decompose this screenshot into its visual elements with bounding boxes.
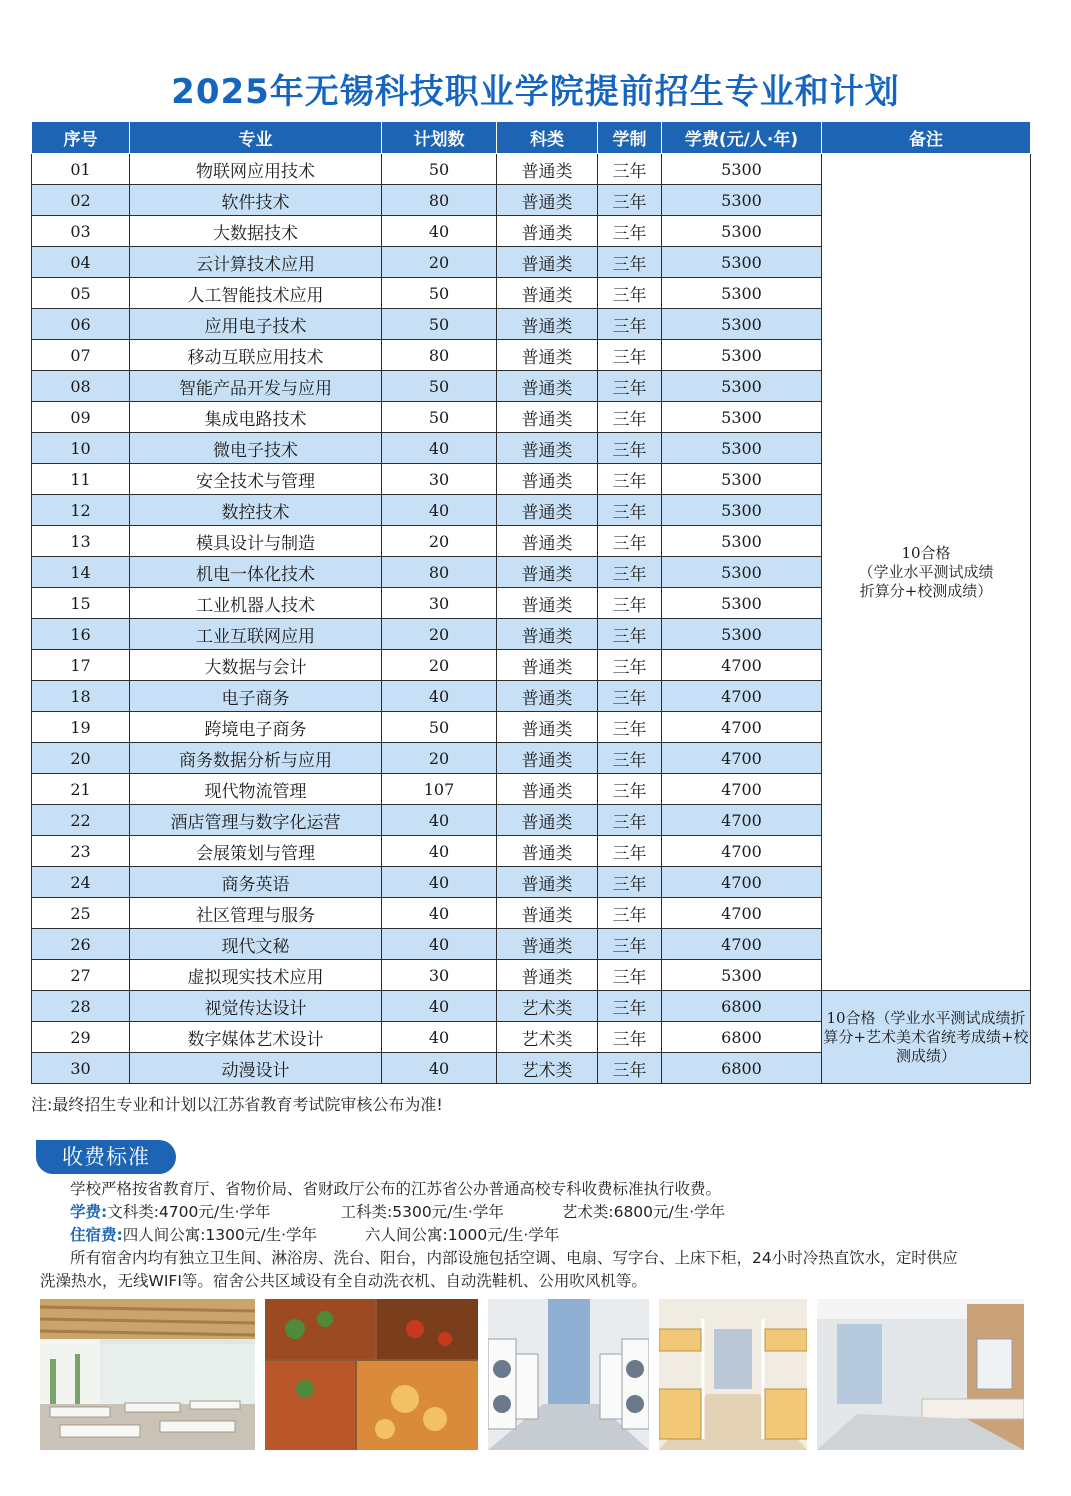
cell-major: 数控技术 [130,495,382,526]
cell-category: 普通类 [497,216,598,247]
cell-plan-count: 40 [382,1053,497,1084]
cell-tuition: 4700 [662,836,822,867]
cell-tuition: 4700 [662,743,822,774]
cell-plan-count: 50 [382,402,497,433]
cell-index: 15 [32,588,130,619]
cell-plan-count: 107 [382,774,497,805]
cell-category: 普通类 [497,960,598,991]
cell-plan-count: 20 [382,743,497,774]
cell-plan-count: 20 [382,619,497,650]
cell-tuition: 4700 [662,867,822,898]
fee-section-text [40,1178,1030,1293]
tuition-line [40,1201,1030,1224]
cell-category: 普通类 [497,805,598,836]
header-major: 专业 [130,122,382,154]
cell-category: 普通类 [497,154,598,185]
tuition-engineering: 工科类:5300元/生·学年 [340,1203,504,1221]
cell-category: 普通类 [497,309,598,340]
cell-major: 现代文秘 [130,929,382,960]
cell-major: 应用电子技术 [130,309,382,340]
cell-category: 普通类 [497,464,598,495]
cell-index: 07 [32,340,130,371]
cell-plan-count: 40 [382,991,497,1022]
cell-category: 普通类 [497,495,598,526]
cell-plan-count: 80 [382,557,497,588]
cell-index: 28 [32,991,130,1022]
cell-index: 16 [32,619,130,650]
cell-major: 智能产品开发与应用 [130,371,382,402]
cell-duration: 三年 [598,216,662,247]
cell-tuition: 5300 [662,619,822,650]
cell-major: 软件技术 [130,185,382,216]
cell-major: 工业互联网应用 [130,619,382,650]
cell-duration: 三年 [598,371,662,402]
table-row [32,991,1031,1022]
remarks-regular: 10合格 （学业水平测试成绩 折算分+校测成绩） [822,154,1031,991]
cell-plan-count: 20 [382,247,497,278]
cell-index: 26 [32,929,130,960]
cell-duration: 三年 [598,495,662,526]
cell-tuition: 5300 [662,464,822,495]
cell-tuition: 6800 [662,1022,822,1053]
cell-category: 普通类 [497,712,598,743]
table-row [32,154,1031,185]
cell-major: 商务数据分析与应用 [130,743,382,774]
cell-category: 艺术类 [497,991,598,1022]
cell-tuition: 4700 [662,650,822,681]
cell-index: 13 [32,526,130,557]
cell-tuition: 5300 [662,278,822,309]
cell-tuition: 5300 [662,402,822,433]
tuition-art: 艺术类:6800元/生·学年 [561,1203,726,1221]
footnote: 注:最终招生专业和计划以江苏省教育考试院审核公布为准! [31,1095,443,1114]
cell-major: 跨境电子商务 [130,712,382,743]
cell-tuition: 5300 [662,309,822,340]
laundry-room-photo [488,1299,649,1450]
cell-tuition: 4700 [662,712,822,743]
cell-duration: 三年 [598,1022,662,1053]
cell-tuition: 5300 [662,960,822,991]
cell-major: 电子商务 [130,681,382,712]
cell-index: 25 [32,898,130,929]
header-category: 科类 [497,122,598,154]
cell-index: 18 [32,681,130,712]
lodging-line [40,1224,1030,1247]
cell-tuition: 4700 [662,805,822,836]
cell-tuition: 5300 [662,433,822,464]
cell-major: 物联网应用技术 [130,154,382,185]
cell-category: 普通类 [497,185,598,216]
cell-duration: 三年 [598,154,662,185]
cell-major: 社区管理与服务 [130,898,382,929]
cell-major: 机电一体化技术 [130,557,382,588]
cell-duration: 三年 [598,898,662,929]
cell-category: 普通类 [497,588,598,619]
cell-index: 23 [32,836,130,867]
cell-index: 06 [32,309,130,340]
cell-tuition: 5300 [662,588,822,619]
cell-duration: 三年 [598,743,662,774]
cell-plan-count: 40 [382,1022,497,1053]
cell-duration: 三年 [598,712,662,743]
cell-duration: 三年 [598,464,662,495]
cell-plan-count: 40 [382,929,497,960]
cell-index: 09 [32,402,130,433]
cell-plan-count: 40 [382,495,497,526]
cell-plan-count: 20 [382,650,497,681]
header-remarks: 备注 [822,122,1031,154]
cell-category: 普通类 [497,836,598,867]
cell-index: 19 [32,712,130,743]
cell-duration: 三年 [598,402,662,433]
cell-major: 大数据技术 [130,216,382,247]
cell-duration: 三年 [598,309,662,340]
cell-major: 微电子技术 [130,433,382,464]
campus-photos [40,1299,1024,1450]
cell-major: 商务英语 [130,867,382,898]
cell-plan-count: 80 [382,185,497,216]
page-title: 2025年无锡科技职业学院提前招生专业和计划 [171,72,900,112]
cell-category: 普通类 [497,371,598,402]
cell-duration: 三年 [598,526,662,557]
header-tuition: 学费(元/人·年) [662,122,822,154]
cell-category: 普通类 [497,898,598,929]
cell-plan-count: 40 [382,681,497,712]
cell-category: 普通类 [497,743,598,774]
cell-index: 29 [32,1022,130,1053]
cell-tuition: 5300 [662,526,822,557]
cell-major: 人工智能技术应用 [130,278,382,309]
cell-duration: 三年 [598,1053,662,1084]
table-body [32,154,1031,1084]
lodging-six-person: 六人间公寓:1000元/生·学年 [365,1226,560,1244]
cell-category: 普通类 [497,619,598,650]
cell-plan-count: 80 [382,340,497,371]
canteen-food-trays-photo [265,1299,478,1450]
fee-section-heading: 收费标准 [36,1140,176,1174]
lodging-label: 住宿费: [70,1226,123,1244]
cell-tuition: 5300 [662,154,822,185]
cell-plan-count: 40 [382,836,497,867]
facilities-line-1: 所有宿舍内均有独立卫生间、淋浴房、洗台、阳台，内部设施包括空调、电扇、写字台、上床下柜，24小时冷热直饮水，定时供应 [70,1249,958,1267]
cell-index: 21 [32,774,130,805]
cell-tuition: 4700 [662,929,822,960]
cell-category: 普通类 [497,557,598,588]
cell-category: 普通类 [497,402,598,433]
cell-major: 安全技术与管理 [130,464,382,495]
cell-index: 10 [32,433,130,464]
cell-plan-count: 40 [382,216,497,247]
cell-index: 03 [32,216,130,247]
cell-category: 普通类 [497,929,598,960]
cell-major: 会展策划与管理 [130,836,382,867]
cell-plan-count: 50 [382,371,497,402]
cell-plan-count: 40 [382,898,497,929]
dormitory-bunks-photo [659,1299,807,1450]
lodging-four-person: 四人间公寓:1300元/生·学年 [122,1226,318,1244]
cell-tuition: 6800 [662,991,822,1022]
cell-duration: 三年 [598,650,662,681]
header-plan-count: 计划数 [382,122,497,154]
tuition-label: 学费: [70,1203,108,1221]
cell-index: 08 [32,371,130,402]
remarks-art: 10合格（学业水平测试成绩折算分+艺术美术省统考成绩+校测成绩） [822,991,1031,1084]
cell-plan-count: 20 [382,526,497,557]
cell-index: 30 [32,1053,130,1084]
cell-index: 22 [32,805,130,836]
cell-plan-count: 30 [382,960,497,991]
cell-major: 数字媒体艺术设计 [130,1022,382,1053]
cell-duration: 三年 [598,681,662,712]
cell-index: 27 [32,960,130,991]
cell-tuition: 5300 [662,371,822,402]
cell-category: 艺术类 [497,1053,598,1084]
facilities-line-2: 洗澡热水，无线WIFI等。宿舍公共区域设有全自动洗衣机、自动洗鞋机、公用吹风机等。 [40,1272,647,1290]
cell-category: 普通类 [497,247,598,278]
cell-index: 24 [32,867,130,898]
cell-tuition: 6800 [662,1053,822,1084]
cell-index: 04 [32,247,130,278]
cell-duration: 三年 [598,278,662,309]
cell-plan-count: 50 [382,154,497,185]
cell-index: 11 [32,464,130,495]
cell-tuition: 4700 [662,774,822,805]
cell-tuition: 5300 [662,340,822,371]
cell-tuition: 5300 [662,185,822,216]
cell-duration: 三年 [598,619,662,650]
cell-duration: 三年 [598,185,662,216]
cell-plan-count: 30 [382,464,497,495]
cell-duration: 三年 [598,805,662,836]
cell-tuition: 5300 [662,557,822,588]
cell-category: 普通类 [497,650,598,681]
cell-index: 05 [32,278,130,309]
enrollment-plan-table [31,121,1031,1084]
cell-major: 模具设计与制造 [130,526,382,557]
cell-plan-count: 40 [382,805,497,836]
cell-plan-count: 50 [382,712,497,743]
cell-plan-count: 40 [382,867,497,898]
cell-tuition: 4700 [662,681,822,712]
cell-major: 云计算技术应用 [130,247,382,278]
cell-category: 普通类 [497,278,598,309]
cell-duration: 三年 [598,867,662,898]
cell-index: 12 [32,495,130,526]
cell-duration: 三年 [598,247,662,278]
cell-major: 酒店管理与数字化运营 [130,805,382,836]
cell-major: 现代物流管理 [130,774,382,805]
fee-intro: 学校严格按省教育厅、省物价局、省财政厅公布的江苏省公办普通高校专科收费标准执行收费。 [70,1180,722,1198]
cell-index: 17 [32,650,130,681]
cell-tuition: 5300 [662,247,822,278]
cell-index: 02 [32,185,130,216]
cell-index: 20 [32,743,130,774]
cell-major: 移动互联应用技术 [130,340,382,371]
cell-duration: 三年 [598,991,662,1022]
cell-major: 集成电路技术 [130,402,382,433]
cell-plan-count: 40 [382,433,497,464]
cell-category: 普通类 [497,867,598,898]
cell-category: 普通类 [497,340,598,371]
cell-category: 普通类 [497,526,598,557]
cell-index: 01 [32,154,130,185]
cell-major: 视觉传达设计 [130,991,382,1022]
cell-plan-count: 50 [382,309,497,340]
tuition-liberal: 文科类:4700元/生·学年 [107,1203,271,1221]
canteen-dining-hall-photo [40,1299,255,1450]
cell-duration: 三年 [598,340,662,371]
header-duration: 学制 [598,122,662,154]
cell-tuition: 5300 [662,495,822,526]
cell-duration: 三年 [598,960,662,991]
cell-category: 普通类 [497,433,598,464]
cell-duration: 三年 [598,836,662,867]
cell-duration: 三年 [598,557,662,588]
cell-category: 普通类 [497,681,598,712]
cell-duration: 三年 [598,588,662,619]
cell-major: 大数据与会计 [130,650,382,681]
header-index: 序号 [32,122,130,154]
cell-tuition: 4700 [662,898,822,929]
cell-category: 艺术类 [497,1022,598,1053]
cell-tuition: 5300 [662,216,822,247]
cell-major: 动漫设计 [130,1053,382,1084]
cell-plan-count: 30 [382,588,497,619]
cell-major: 虚拟现实技术应用 [130,960,382,991]
cell-duration: 三年 [598,433,662,464]
table-header-row [32,122,1031,154]
cell-category: 普通类 [497,774,598,805]
cell-duration: 三年 [598,774,662,805]
dormitory-washroom-photo [817,1299,1024,1450]
cell-major: 工业机器人技术 [130,588,382,619]
cell-index: 14 [32,557,130,588]
cell-duration: 三年 [598,929,662,960]
cell-plan-count: 50 [382,278,497,309]
